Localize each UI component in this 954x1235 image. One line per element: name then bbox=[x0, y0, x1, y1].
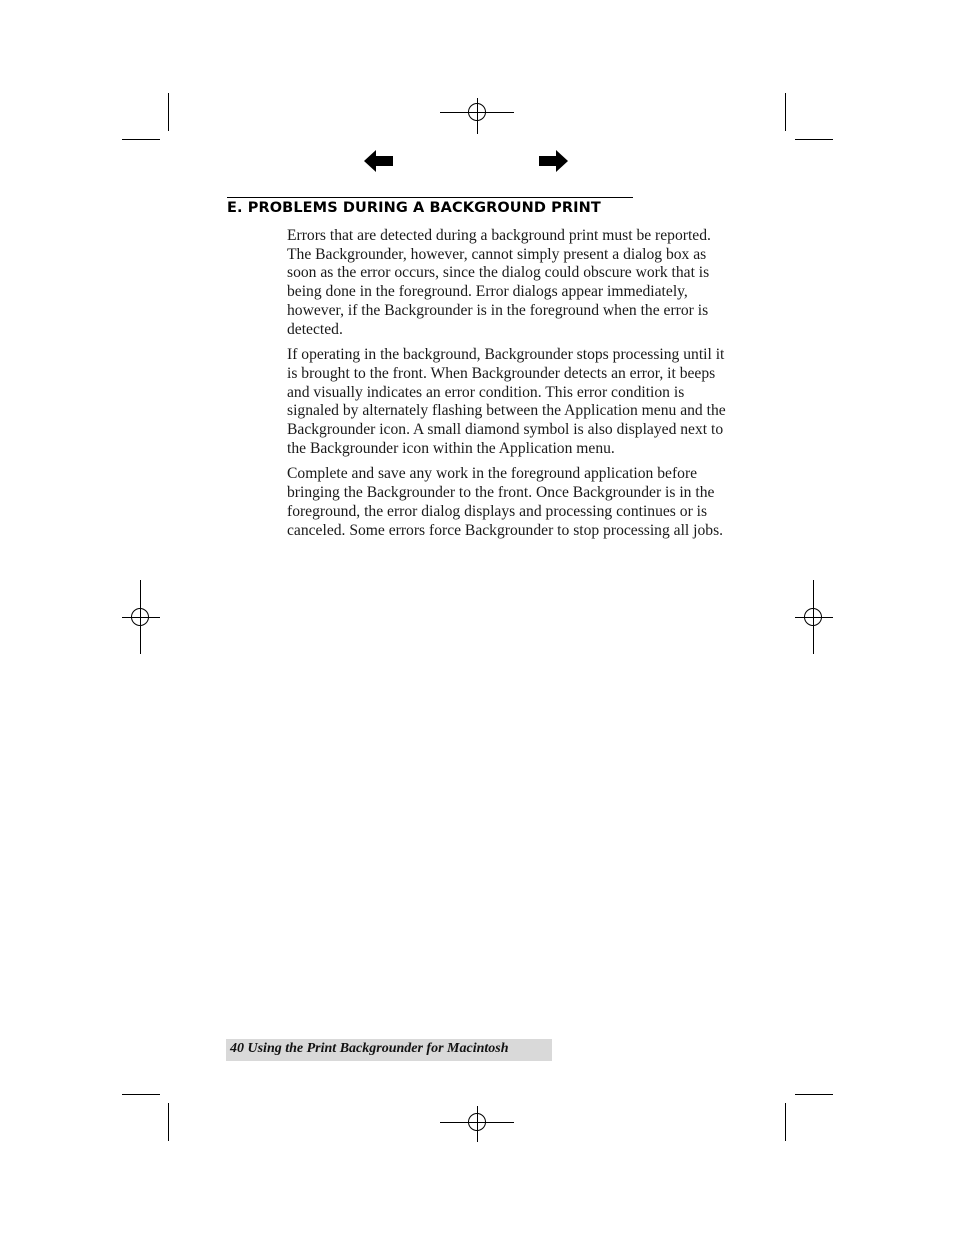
crop-mark-bottom-left-vertical bbox=[168, 1103, 169, 1141]
crop-mark-top-right-horizontal bbox=[795, 139, 833, 140]
crop-mark-top-right-vertical bbox=[785, 93, 786, 131]
registration-circle-icon bbox=[804, 608, 822, 626]
paragraph-1: Errors that are detected during a background print must be reported. The Backgrounder, however, cannot simply present a dialog box as soon as the error occurs, since the dialog could obscure work that is being done in the foreground. Error dialogs appear immediately, however, if the Backgrounder is in the foreground when the error is detected. bbox=[287, 227, 711, 338]
paragraph-3: Complete and save any work in the foreground application before bringing the Backgrounder to the front. Once Backgrounder is in the foreground, the error dialog displays and processing continues or is canceled. Some errors force Backgrounder to stop processing all jobs. bbox=[287, 465, 724, 539]
footer-text: 40 Using the Print Backgrounder for Macintosh bbox=[230, 1041, 509, 1056]
crop-mark-bottom-right-horizontal bbox=[795, 1094, 833, 1095]
paragraph-2: If operating in the background, Backgrounder stops processing until it is brought to the front. When Backgrounder detects an error, it beeps and visually indicates an error condition. This error condition is signaled by alternately flashing between the Application menu and the Backgrounder icon. A small diamond symbol is also displayed next to the Backgrounder icon within the Application menu. bbox=[287, 346, 726, 457]
page-footer bbox=[226, 1039, 552, 1061]
registration-circle-icon bbox=[131, 608, 149, 626]
registration-circle-icon bbox=[468, 103, 486, 121]
section-heading: E. PROBLEMS DURING A BACKGROUND PRINT bbox=[227, 200, 601, 216]
registration-circle-icon bbox=[468, 1113, 486, 1131]
left-arrow-icon bbox=[364, 150, 394, 172]
section-rule bbox=[227, 197, 633, 198]
previous-page-button[interactable] bbox=[364, 150, 394, 172]
right-arrow-icon bbox=[538, 150, 568, 172]
crop-mark-top-left-vertical bbox=[168, 93, 169, 131]
crop-mark-top-left-horizontal bbox=[122, 139, 160, 140]
next-page-button[interactable] bbox=[538, 150, 568, 172]
section-body bbox=[287, 227, 735, 547]
crop-mark-bottom-left-horizontal bbox=[122, 1094, 160, 1095]
crop-mark-bottom-right-vertical bbox=[785, 1103, 786, 1141]
